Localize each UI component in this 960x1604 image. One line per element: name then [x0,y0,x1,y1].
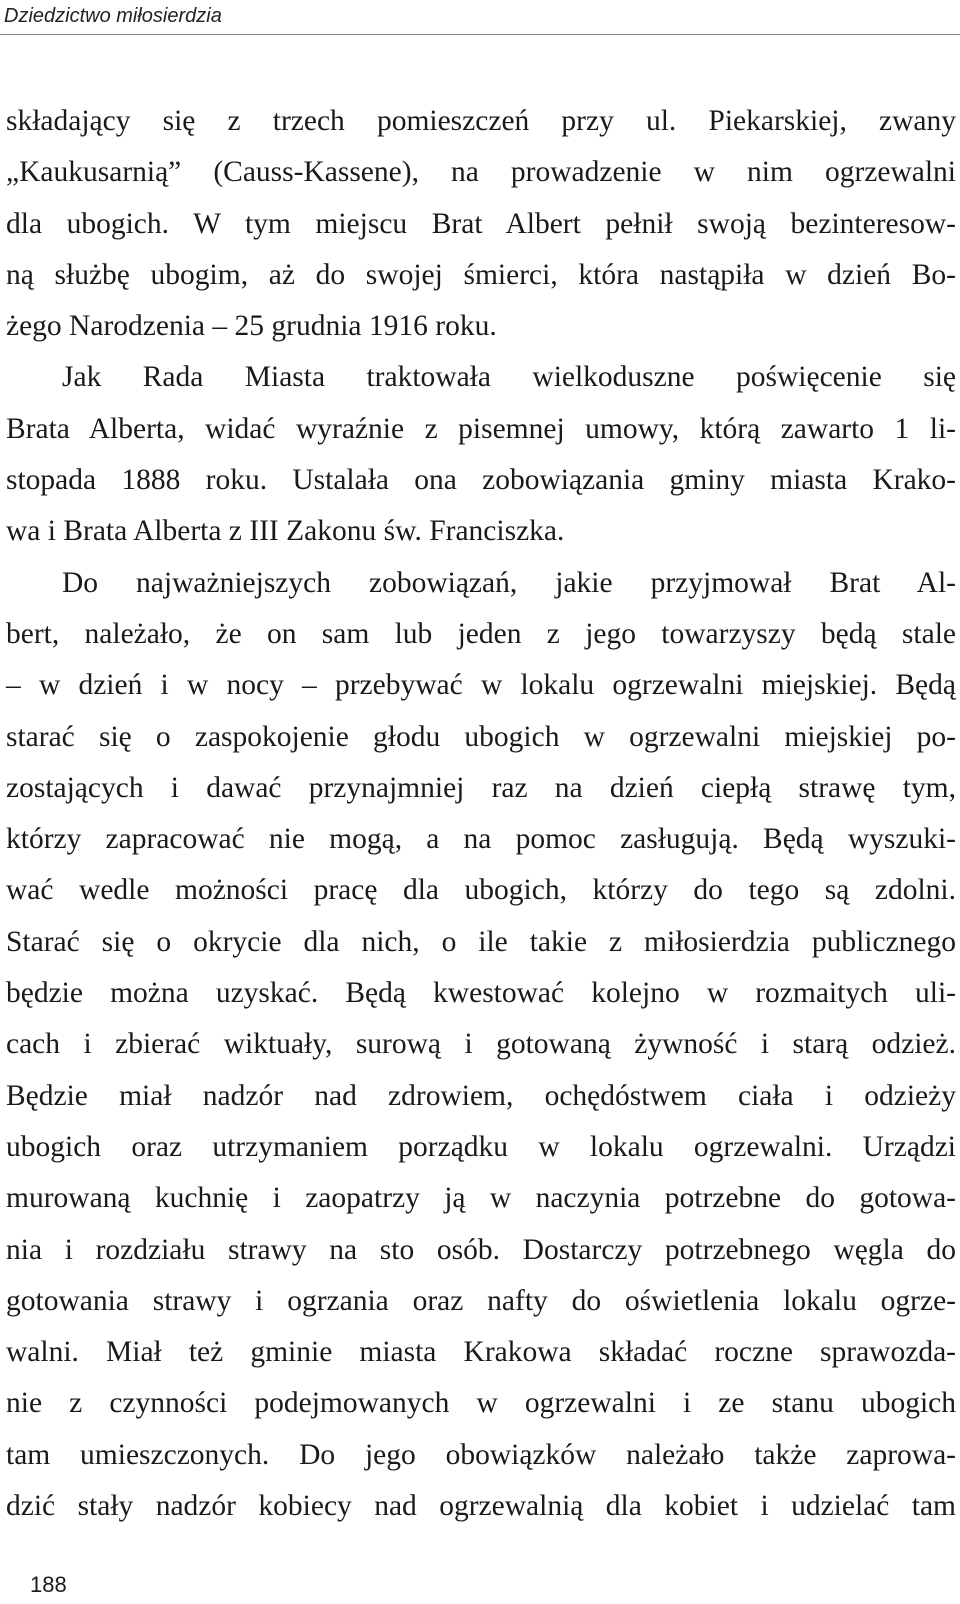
text-line: tam umieszczonych. Do jego obowiązków należało także zaprowa- [6,1438,956,1471]
text-line: starać się o zaspokojenie głodu ubogich w ogrzewalni miejskiej po- [6,720,956,753]
text-line: składający się z trzech pomieszczeń przy ul. Piekarskiej, zwany [6,105,956,137]
text-line: żego Narodzenia – 25 grudnia 1916 roku. [6,310,497,343]
text-line: cach i zbierać wiktuały, surową i gotowaną żywność i starą odzież. [6,1028,956,1061]
text-line: nia i rozdziału strawy na sto osób. Dostarczy potrzebnego węgla do [6,1233,956,1266]
text-line: gotowania strawy i ogrzania oraz nafty do oświetlenia lokalu ogrze- [6,1284,956,1317]
body-text [6,96,956,1532]
text-line: stopada 1888 roku. Ustalała ona zobowiązania gminy miasta Krako- [6,464,956,497]
text-line: Starać się o okrycie dla nich, o ile takie z miłosierdzia publicznego [6,925,956,958]
page-number: 188 [30,1572,67,1597]
text-line: – w dzień i w nocy – przebywać w lokalu ogrzewalni miejskiej. Będą [6,669,956,702]
text-line: murowaną kuchnię i zaopatrzy ją w naczynia potrzebne do gotowa- [6,1182,956,1215]
text-line: którzy zapracować nie mogą, a na pomoc zasługują. Będą wyszuki- [6,823,956,856]
text-line: walni. Miał też gminie miasta Krakowa składać roczne sprawozda- [6,1336,956,1369]
running-header-title: Dziedzictwo miłosierdzia [4,5,222,27]
text-line: dzić stały nadzór kobiecy nad ogrzewalnią dla kobiet i udzielać tam [6,1490,956,1523]
text-line: ną służbę ubogim, aż do swojej śmierci, która nastąpiła w dzień Bo- [6,258,956,291]
text-line: będzie można uzyskać. Będą kwestować kolejno w rozmaitych uli- [6,977,956,1010]
text-line: Do najważniejszych zobowiązań, jakie przyjmował Brat Al- [62,566,956,599]
text-line: dla ubogich. W tym miejscu Brat Albert pełnił swoją bezinteresow- [6,207,956,240]
text-line: wa i Brata Alberta z III Zakonu św. Franciszka. [6,515,565,548]
text-line: „Kaukusarnią” (Causs-Kassene), na prowadzenie w nim ogrzewalni [6,156,956,189]
text-line: bert, należało, że on sam lub jeden z jego towarzyszy będą stale [6,617,956,650]
text-line: Będzie miał nadzór nad zdrowiem, ochędóstwem ciała i odzieży [6,1079,956,1112]
header-divider [0,34,960,35]
text-line: Jak Rada Miasta traktowała wielkoduszne poświęcenie się [62,361,956,394]
text-line: zostających i dawać przynajmniej raz na dzień ciepłą strawę tym, [6,771,956,804]
text-line: Brata Alberta, widać wyraźnie z pisemnej umowy, którą zawarto 1 li- [6,412,956,445]
text-line: ubogich oraz utrzymaniem porządku w lokalu ogrzewalni. Urządzi [6,1130,956,1163]
text-line: wać wedle możności pracę dla ubogich, którzy do tego są zdolni. [6,874,956,907]
text-line: nie z czynności podejmowanych w ogrzewalni i ze stanu ubogich [6,1387,956,1420]
